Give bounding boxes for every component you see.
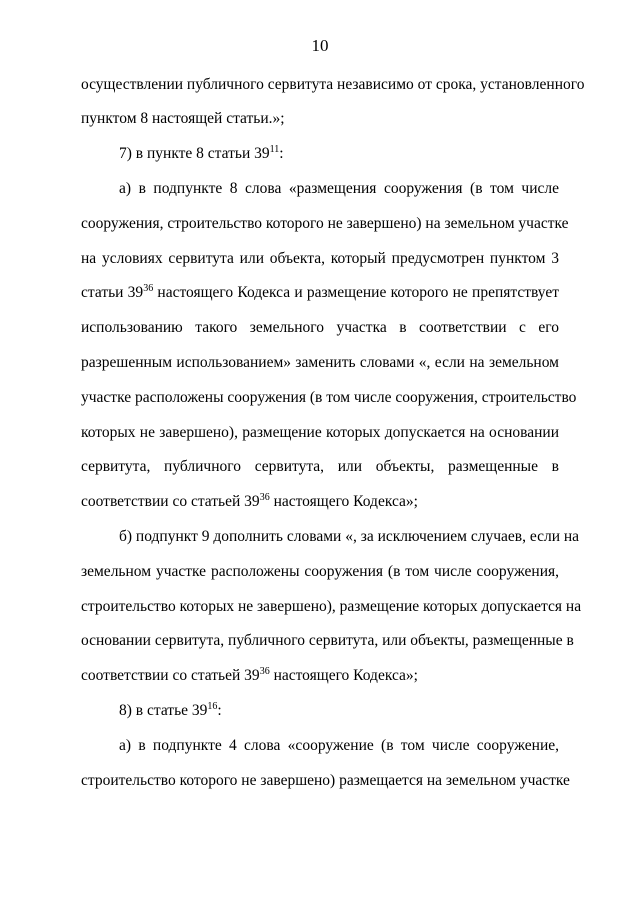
superscript: 36 [259,666,270,677]
page-number: 10 [311,36,329,55]
text-line: на условиях сервитута или объекта, который предусмотрен пунктом 3 [81,250,559,267]
text-line: земельном участке расположены сооружения (в том числе сооружения, [81,563,559,580]
text-line: сервитута, публичного сервитута, или объекты, размещенные в [81,458,559,475]
text-line: а) в подпункте 4 слова «сооружение (в том числе сооружение, [119,737,559,754]
text-line [119,144,559,164]
text-run: соответствии со статьей 39 [81,493,260,510]
text-line: использованию такого земельного участка в соответствии с его [81,319,559,336]
text-run: настоящего Кодекса и размещение которого не препятствует [153,284,559,301]
text-run: 7) в пункте 8 статьи 39 [119,145,270,162]
text-run: 8) в статье 39 [119,702,208,719]
text-line: строительство которого не завершено) размещается на земельном участке [81,772,570,789]
text-run: настоящего Кодекса»; [269,667,418,684]
text-run: соответствии со статьей 39 [81,667,260,684]
text-line [81,492,559,512]
superscript: 16 [207,701,218,712]
text-line: пунктом 8 настоящей статьи.»; [81,110,285,127]
superscript: 36 [259,492,270,503]
text-line [81,283,559,303]
text-line: осуществлении публичного сервитута независимо от срока, установленного [81,76,585,93]
text-run: статьи 39 [81,284,144,301]
superscript: 36 [143,283,154,294]
text-line [81,666,559,686]
text-line: а) в подпункте 8 слова «размещения сооружения (в том числе [119,180,559,197]
text-line: участке расположены сооружения (в том числе сооружения, строительство [81,389,577,406]
text-run: настоящего Кодекса»; [269,493,418,510]
text-line: разрешенным использованием» заменить словами «, если на земельном [81,354,559,371]
text-run: : [217,702,222,719]
text-line: б) подпункт 9 дополнить словами «, за исключением случаев, если на [119,528,580,545]
text-line: которых не завершено), размещение которых допускается на основании [81,424,559,441]
text-line: сооружения, строительство которого не завершено) на земельном участке [81,215,569,232]
text-line: основании сервитута, публичного сервитута, или объекты, размещенные в [81,632,574,649]
text-line: строительство которых не завершено), размещение которых допускается на [81,598,582,615]
text-run: : [279,145,284,162]
text-line [119,701,559,721]
superscript: 11 [269,144,280,155]
